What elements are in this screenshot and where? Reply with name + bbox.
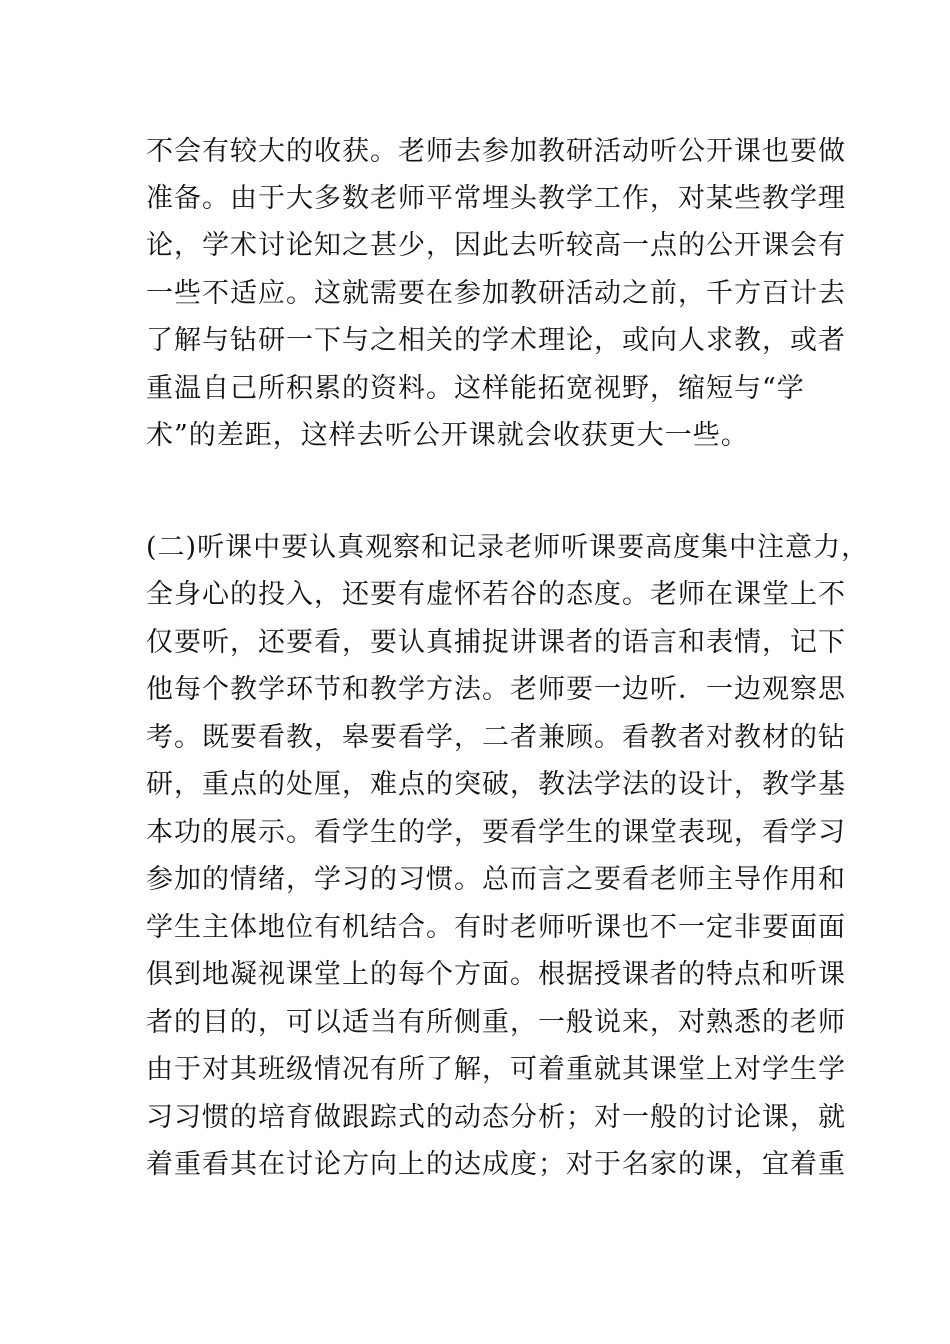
text-line: 参加的情绪，学习的习惯。总而言之要看老师主导作用和 (146, 864, 846, 895)
text-line: 者的目的，可以适当有所侧重，一般说来，对熟悉的老师 (146, 1007, 846, 1038)
text-line: 学生主体地位有机结合。有时老师听课也不一定非要面面 (146, 912, 846, 943)
text-line: 俱到地凝视课堂上的每个方面。根据授课者的特点和听课 (146, 959, 846, 990)
text-line: 论，学术讨论知之甚少，因此去听较高一点的公开课会有 (146, 230, 846, 261)
text-line: 准备。由于大多数老师平常埋头教学工作，对某些教学理 (146, 183, 846, 214)
text-line: 他每个教学环节和教学方法。老师要一边听．一边观察思 (146, 674, 846, 705)
text-line: 全身心的投入，还要有虚怀若谷的态度。老师在课堂上不 (146, 579, 846, 610)
text-line: 仅要听，还要看，要认真捕捉讲课者的语言和表情，记下 (146, 627, 846, 658)
text-line: (二)听课中要认真观察和记录老师听课要高度集中注意力， (146, 532, 870, 563)
text-line: 本功的展示。看学生的学，要看学生的课堂表现，看学习 (146, 817, 846, 848)
text-line: 考。既要看教，皋要看学，二者兼顾。看教者对教材的钻 (146, 722, 846, 753)
text-line: 习习惯的培育做跟踪式的动态分析；对一般的讨论课，就 (146, 1102, 846, 1133)
text-line: 着重看其在讨论方向上的达成度；对于名家的课，宜着重 (146, 1149, 846, 1180)
text-line: 一些不适应。这就需要在参加教研活动之前，千方百计去 (146, 278, 846, 309)
text-line: 了解与钻研一下与之相关的学术理论，或向人求教，或者 (146, 325, 846, 356)
text-line: 研，重点的处厘，难点的突破，教法学法的设计，教学基 (146, 769, 846, 800)
text-line: 由于对其班级情况有所了解，可着重就其课堂上对学生学 (146, 1054, 846, 1085)
text-line: 重温自己所积累的资料。这样能拓宽视野，缩短与“学 (146, 373, 805, 404)
text-line: 不会有较大的收获。老师去参加教研活动听公开课也要做 (146, 136, 846, 167)
text-line: 术”的差距，这样去听公开课就会收获更大一些。 (146, 420, 749, 451)
